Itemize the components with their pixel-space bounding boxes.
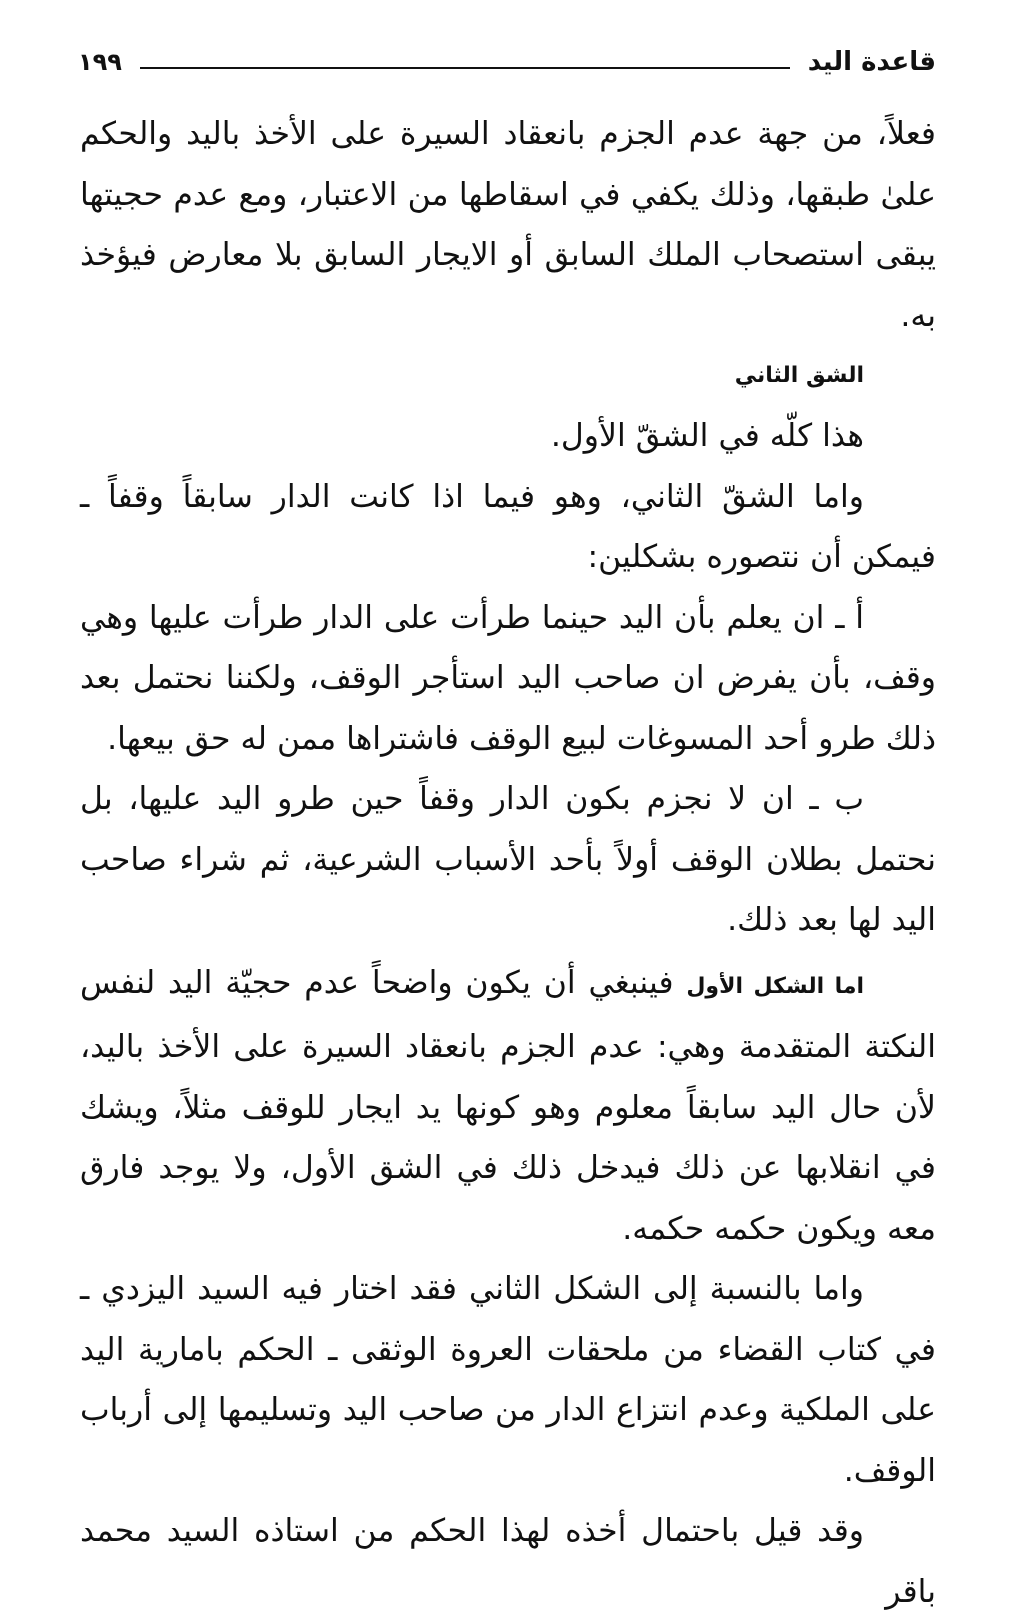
page-body <box>80 104 936 1622</box>
page-header <box>78 38 936 86</box>
paragraph-7: واما بالنسبة إلى الشكل الثاني فقد اختار فيه السيد اليزدي ـ في كتاب القضاء من ملحقات العروة الوثقى ـ الحكم بامارية اليد على الملكية وعدم انتزاع الدار من صاحب اليد وتسليمها إلى أرباب الوقف. <box>80 1271 936 1489</box>
paragraph-2: هذا كلّه في الشقّ الأول. <box>550 418 864 454</box>
paragraph-6-lead: اما الشكل الأول <box>686 973 865 999</box>
page-number: ١٩٩ <box>78 48 122 76</box>
paragraph-6 <box>80 953 936 1260</box>
running-title: قاعدة اليد <box>807 47 936 77</box>
header-rule <box>140 67 790 69</box>
paragraph-8: وقد قيل باحتمال أخذه لهذا الحكم من استاذه السيد محمد باقر <box>80 1513 936 1610</box>
paragraph-3: واما الشقّ الثاني، وهو فيما اذا كانت الدار سابقاً وقفاً ـ فيمكن أن نتصوره بشكلين: <box>80 478 936 575</box>
paragraph-5: ب ـ ان لا نجزم بكون الدار وقفاً حين طرو اليد عليها، بل نحتمل بطلان الوقف أولاً بأحد الأسباب الشرعية، ثم شراء صاحب اليد لها بعد ذلك. <box>80 781 936 938</box>
subheading: الشق الثاني <box>734 363 864 388</box>
paragraph-4: أ ـ ان يعلم بأن اليد حينما طرأت على الدار طرأت عليها وهي وقف، بأن يفرض ان صاحب اليد استأجر الوقف، ولكننا نحتمل بعد ذلك طرو أحد المسوغات لبيع الوقف فاشتراها ممن له حق بيعها. <box>80 599 936 757</box>
paragraph-1: فعلاً، من جهة عدم الجزم بانعقاد السيرة على الأخذ باليد والحكم علىٰ طبقها، وذلك يكفي في اسقاطها من الاعتبار، ومع عدم حجيتها يبقى استصحاب الملك السابق أو الايجار السابق بلا معارض فيؤخذ به. <box>80 116 936 334</box>
paragraph-6-text: فينبغي أن يكون واضحاً عدم حجيّة اليد لنفس النكتة المتقدمة وهي: عدم الجزم بانعقاد السيرة على الأخذ باليد، لأن حال اليد سابقاً معلوم وهو كونها يد ايجار للوقف مثلاً، ويشك في انقلابها عن ذلك فيدخل ذلك في الشق الأول، ولا يوجد فارق معه ويكون حكمه حكمه. <box>80 964 936 1247</box>
